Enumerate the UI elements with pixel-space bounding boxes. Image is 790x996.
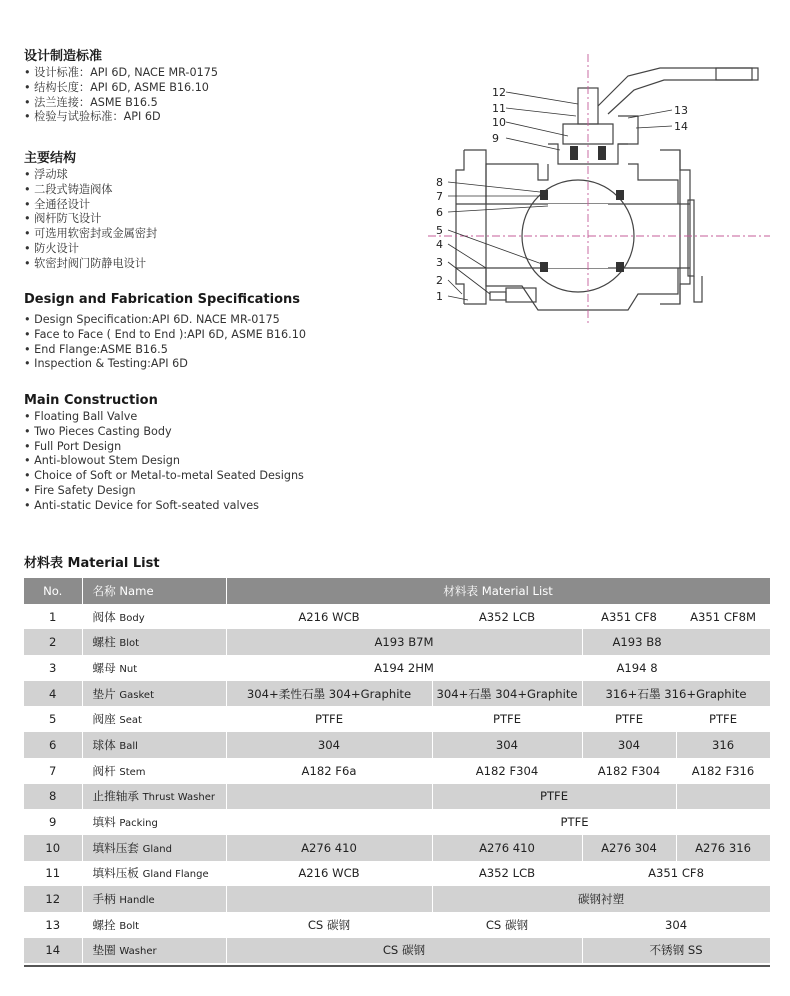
- table-row: [24, 809, 770, 835]
- table-row: [24, 604, 770, 630]
- name-en: Stem: [119, 766, 146, 778]
- material-cell: A351 CF8: [582, 604, 676, 630]
- material-cell: A216 WCB: [226, 604, 432, 630]
- list-item: • End Flange:ASME B16.5: [24, 343, 306, 358]
- material-cell: A276 316: [676, 835, 770, 861]
- name-en: Bolt: [119, 920, 140, 932]
- list-item: • 阀杆防飞设计: [24, 212, 157, 227]
- name-zh: 螺柱: [92, 635, 116, 650]
- material-cell: CS 碳钢: [226, 912, 432, 938]
- material-cell: A351 CF8M: [676, 604, 770, 630]
- row-name: [82, 886, 226, 912]
- material-cell: PTFE: [582, 706, 676, 732]
- name-zh: 螺母: [92, 660, 116, 675]
- name-zh: 填料: [92, 815, 116, 830]
- col-header-material: 材料表 Material List: [226, 578, 770, 604]
- material-cell: A182 F304: [582, 758, 676, 784]
- list-item: • 可选用软密封或金属密封: [24, 227, 157, 242]
- row-name: [82, 835, 226, 861]
- list-item: • Anti-blowout Stem Design: [24, 454, 304, 469]
- material-cell: PTFE: [226, 809, 770, 835]
- material-cell: A276 304: [582, 835, 676, 861]
- material-cell: A193 B8: [582, 629, 770, 655]
- cn-construction-list: [24, 168, 157, 272]
- part-label: 12: [492, 86, 506, 99]
- material-cell: A276 410: [432, 835, 582, 861]
- list-item: • 浮动球: [24, 168, 157, 183]
- table-row: [24, 912, 770, 938]
- material-cell: A194 2HM: [226, 655, 582, 681]
- table-row: [24, 784, 770, 810]
- material-cell: A182 F6a: [226, 758, 432, 784]
- list-item: • Design Specification:API 6D. NACE MR-0175: [24, 313, 306, 328]
- name-en: Gland: [142, 843, 172, 855]
- row-name: [82, 604, 226, 630]
- material-cell: A216 WCB: [226, 861, 432, 887]
- name-zh: 螺拴: [92, 917, 116, 932]
- name-zh: 垫圈: [92, 943, 116, 958]
- material-cell: A193 B7M: [226, 629, 582, 655]
- part-label: 9: [492, 132, 499, 145]
- material-cell: 304: [226, 732, 432, 758]
- row-name: [82, 681, 226, 707]
- material-cell: 304: [432, 732, 582, 758]
- part-label: 11: [492, 102, 506, 115]
- material-cell: A182 F316: [676, 758, 770, 784]
- material-cell: PTFE: [432, 784, 676, 810]
- row-name: [82, 706, 226, 732]
- row-name: [82, 861, 226, 887]
- list-item: • 法兰连接：ASME B16.5: [24, 96, 218, 111]
- cn-construction-title: 主要结构: [24, 151, 77, 166]
- material-cell: A352 LCB: [432, 861, 582, 887]
- material-cell: CS 碳钢: [432, 912, 582, 938]
- list-item: • 检验与试验标准：API 6D: [24, 110, 218, 125]
- row-no: 12: [24, 886, 82, 912]
- row-no: 11: [24, 861, 82, 887]
- material-cell: PTFE: [676, 706, 770, 732]
- row-name: [82, 758, 226, 784]
- table-row: [24, 861, 770, 887]
- row-no: 10: [24, 835, 82, 861]
- name-zh: 止推轴承: [92, 789, 139, 804]
- list-item: • Full Port Design: [24, 440, 304, 455]
- table-row: [24, 681, 770, 707]
- row-no: 7: [24, 758, 82, 784]
- part-label: 13: [674, 104, 688, 117]
- col-header-name: 名称 Name: [82, 578, 226, 604]
- material-cell: A276 410: [226, 835, 432, 861]
- list-item: • Face to Face ( End to End ):API 6D, ASME B16.10: [24, 328, 306, 343]
- material-cell: 304+石墨 304+Graphite: [432, 681, 582, 707]
- row-name: [82, 655, 226, 681]
- en-construction-title: Main Construction: [24, 393, 158, 408]
- part-label: 8: [436, 176, 443, 189]
- table-row: [24, 938, 770, 964]
- name-zh: 阀座: [92, 712, 116, 727]
- material-list-title: 材料表 Material List: [24, 556, 160, 571]
- name-en: Packing: [119, 818, 158, 830]
- table-row: [24, 835, 770, 861]
- row-no: 13: [24, 912, 82, 938]
- en-design-title: Design and Fabrication Specifications: [24, 292, 301, 307]
- name-en: Washer: [119, 946, 157, 958]
- material-cell: PTFE: [226, 706, 432, 732]
- name-zh: 阀杆: [92, 763, 116, 778]
- material-cell: 碳钢衬塑: [432, 886, 770, 912]
- name-zh: 手柄: [92, 892, 116, 907]
- name-en: Handle: [119, 895, 155, 907]
- material-cell: A194 8: [582, 655, 770, 681]
- table-row: [24, 732, 770, 758]
- list-item: • Floating Ball Valve: [24, 410, 304, 425]
- part-label: 14: [674, 120, 688, 133]
- part-label: 7: [436, 190, 443, 203]
- material-cell: 316+石墨 316+Graphite: [582, 681, 770, 707]
- name-zh: 填料压套: [92, 840, 139, 855]
- row-no: 1: [24, 604, 82, 630]
- list-item: • Inspection & Testing:API 6D: [24, 357, 306, 372]
- list-item: • Two Pieces Casting Body: [24, 425, 304, 440]
- list-item: • 防火设计: [24, 242, 157, 257]
- name-en: Seat: [119, 715, 142, 727]
- material-table: [24, 578, 771, 963]
- material-cell: [226, 784, 432, 810]
- material-cell: A351 CF8: [582, 861, 770, 887]
- name-zh: 阀体: [92, 609, 116, 624]
- material-cell: PTFE: [432, 706, 582, 732]
- en-design-list: [24, 313, 306, 372]
- row-no: 3: [24, 655, 82, 681]
- material-cell: 304: [582, 912, 770, 938]
- name-en: Body: [119, 612, 145, 624]
- part-label: 4: [436, 238, 443, 251]
- material-cell: 不锈钢 SS: [582, 938, 770, 964]
- row-no: 6: [24, 732, 82, 758]
- table-row: [24, 655, 770, 681]
- list-item: • 软密封阀门防静电设计: [24, 257, 157, 272]
- name-en: Ball: [119, 740, 138, 752]
- name-zh: 填料压板: [92, 866, 139, 881]
- row-no: 14: [24, 938, 82, 964]
- list-item: • 全通径设计: [24, 198, 157, 213]
- material-cell: [676, 784, 770, 810]
- table-bottom-rule: [24, 965, 770, 967]
- row-name: [82, 784, 226, 810]
- list-item: • 设计标准：API 6D, NACE MR-0175: [24, 66, 218, 81]
- row-no: 9: [24, 809, 82, 835]
- valve-section-diagram: [428, 54, 770, 324]
- name-en: Blot: [119, 638, 140, 650]
- col-header-no: No.: [24, 578, 82, 604]
- name-en: Nut: [119, 663, 138, 675]
- part-label: 2: [436, 274, 443, 287]
- en-construction-list: [24, 410, 304, 514]
- name-en: Gasket: [119, 689, 154, 701]
- table-row: [24, 629, 770, 655]
- part-label: 1: [436, 290, 443, 303]
- row-name: [82, 732, 226, 758]
- table-row: [24, 758, 770, 784]
- row-name: [82, 809, 226, 835]
- cn-design-title: 设计制造标准: [24, 49, 103, 64]
- table-row: [24, 886, 770, 912]
- row-no: 4: [24, 681, 82, 707]
- table-header-row: [24, 578, 770, 604]
- name-en: Gland Flange: [142, 869, 209, 881]
- material-cell: 304: [582, 732, 676, 758]
- row-name: [82, 629, 226, 655]
- cn-design-list: [24, 66, 218, 125]
- name-zh: 垫片: [92, 686, 116, 701]
- part-label: 5: [436, 224, 443, 237]
- part-label: 10: [492, 116, 506, 129]
- material-cell: [226, 886, 432, 912]
- list-item: • Anti-static Device for Soft-seated valves: [24, 499, 304, 514]
- list-item: • 二段式铸造阀体: [24, 183, 157, 198]
- row-name: [82, 938, 226, 964]
- row-name: [82, 912, 226, 938]
- row-no: 2: [24, 629, 82, 655]
- row-no: 8: [24, 784, 82, 810]
- name-en: Thrust Washer: [142, 792, 215, 804]
- table-row: [24, 706, 770, 732]
- material-cell: CS 碳钢: [226, 938, 582, 964]
- list-item: • Choice of Soft or Metal-to-metal Seated Designs: [24, 469, 304, 484]
- list-item: • 结构长度：API 6D, ASME B16.10: [24, 81, 218, 96]
- part-label: 6: [436, 206, 443, 219]
- list-item: • Fire Safety Design: [24, 484, 304, 499]
- part-label: 3: [436, 256, 443, 269]
- material-cell: 304+柔性石墨 304+Graphite: [226, 681, 432, 707]
- material-cell: A182 F304: [432, 758, 582, 784]
- material-cell: A352 LCB: [432, 604, 582, 630]
- material-cell: 316: [676, 732, 770, 758]
- name-zh: 球体: [92, 737, 116, 752]
- row-no: 5: [24, 706, 82, 732]
